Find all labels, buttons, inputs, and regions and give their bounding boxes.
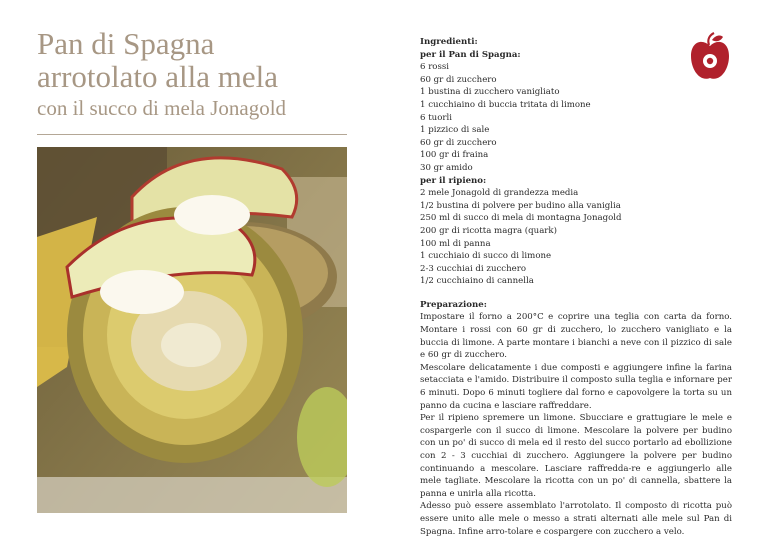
ingredient-item: 100 gr di fraina: [420, 150, 489, 161]
ingredient-item: 1 pizzico di sale: [420, 125, 490, 136]
ingredient-item: 60 gr di zucchero: [420, 74, 497, 85]
ingredient-item: 2-3 cucchiai di zucchero: [420, 263, 527, 274]
recipe-photo: [37, 147, 347, 513]
ingredient-item: 6 tuorli: [420, 112, 452, 123]
preparation-section: [420, 299, 732, 538]
ingredient-item: 1 cucchiaio di succo di limone: [420, 251, 552, 262]
ingredient-item: 1 bustina di zucchero vanigliato: [420, 87, 560, 98]
ingredient-item: 2 mele Jonagold di grandezza media: [420, 188, 579, 199]
ingredient-item: 1/2 cucchiaino di cannella: [420, 276, 534, 287]
preparation-paragraph: Per il ripieno spremere un limone. Sbucciare e grattugiare le mele e cospargerle con il succo di limone. Mescolare la polvere per budino con un po' di succo di mela ed il resto del succo portarlo ad ebollizione con 2 - 3 cucchiai di zucchero. Aggiungere la polvere per budino continuando a mescolare. Lasciare raffredda-re e aggiungerlo alle mele tagliate. Mescolare la ricotta con un po' di cannella, sbattere la panna e unirla alla ricotta.: [420, 413, 732, 499]
preparation-heading: Preparazione:: [420, 299, 487, 310]
title-line-2: arrotolato alla mela: [37, 58, 278, 94]
ingredients-heading: Ingredienti:: [420, 37, 478, 47]
title-line-1: Pan di Spagna: [37, 26, 215, 61]
preparation-paragraph: Adesso può essere assemblato l'arrotolato. Il composto di ricotta può essere unito alle mele o messo a strati alternati alle mele sul Pan di Spagna. Infine arro-tolare e cospargere con zucchero a velo.: [420, 501, 732, 537]
preparation-paragraph: Impostare il forno a 200°C e coprire una teglia con carta da forno. Montare i rossi con 60 gr di zucchero, lo zucchero vanigliato e la buccia di limone. A parte montare i bianchi a neve con il pizzico di sale e 60 gr di zucchero.: [420, 312, 732, 361]
ingredient-item: 250 ml di succo di mela di montagna Jonagold: [420, 213, 622, 224]
ingredients-section: [420, 36, 732, 288]
title-subtitle: con il succo di mela Jonagold: [37, 96, 287, 121]
ingredient-item: 30 gr amido: [420, 162, 473, 173]
recipe-text: [420, 36, 732, 538]
filling-heading: per il ripieno:: [420, 175, 487, 186]
ingredient-item: 1/2 bustina di polvere per budino alla vaniglia: [420, 200, 621, 211]
ingredient-item: 6 rossi: [420, 62, 450, 73]
sponge-heading: per il Pan di Spagna:: [420, 49, 521, 60]
preparation-paragraph: Mescolare delicatamente i due composti e aggiungere infine la farina setacciata e l'amido. Distribuire il composto sulla teglia e infornare per 6 minuti. Dopo 6 minuti togliere dal forno e capovolgere la torta su un panno da cucina e lasciare raffreddare.: [420, 362, 732, 411]
ingredient-item: 100 ml di panna: [420, 238, 491, 249]
ingredient-item: 1 cucchiaino di buccia tritata di limone: [420, 99, 591, 110]
title-divider: [37, 134, 347, 135]
recipe-title: [37, 28, 357, 119]
ingredient-item: 60 gr di zucchero: [420, 137, 497, 148]
ingredient-item: 200 gr di ricotta magra (quark): [420, 225, 557, 236]
